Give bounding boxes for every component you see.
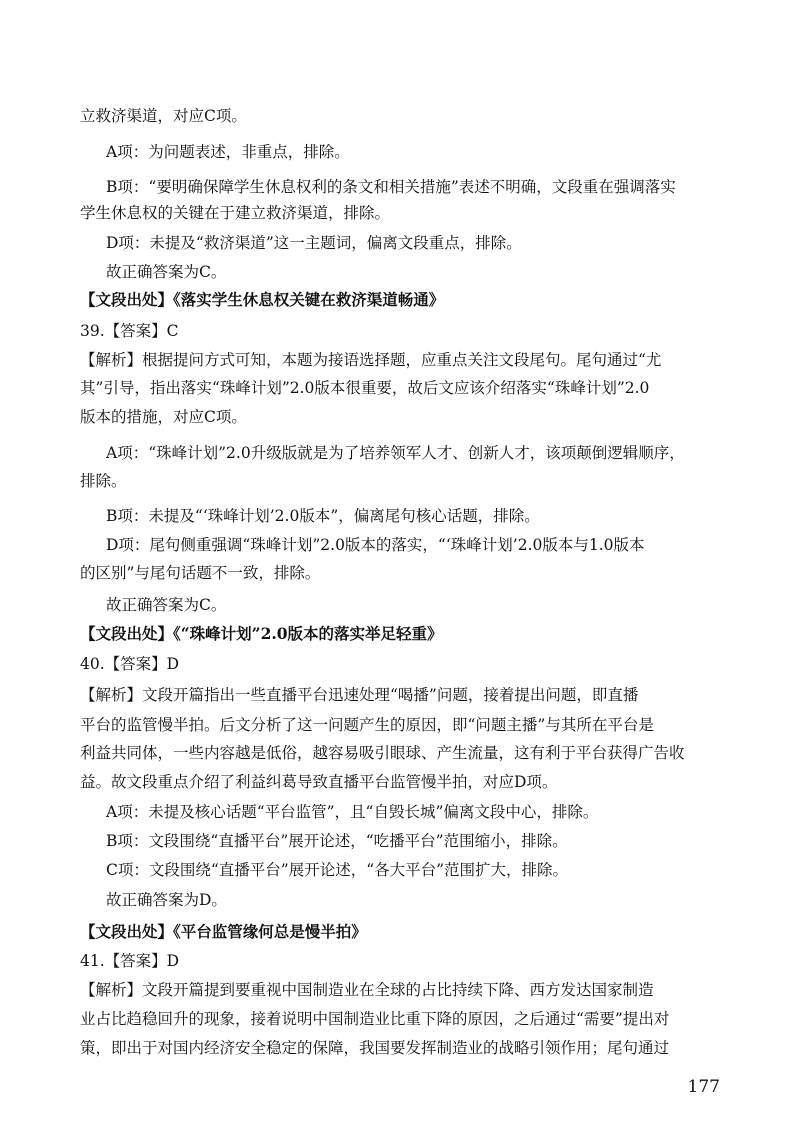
analysis-line: 【解析】根据提问方式可知，本题为接语选择题，应重点关注文段尾句。尾句通过“尤 [80, 351, 662, 369]
text-line: 业占比趋稳回升的现象，接着说明中国制造业比重下降的原因，之后通过“需要”提出对 [80, 1010, 670, 1028]
text-line: B项：未提及“‘珠峰计划’2.0版本”，偏离尾句核心话题，排除。 [106, 507, 540, 525]
text-line: 故正确答案为C。 [106, 596, 227, 614]
page-number: 177 [687, 1077, 720, 1097]
source-citation: 【文段出处】《落实学生休息权关键在救济渠道畅通》 [80, 290, 445, 309]
text-line: 策，即出于对国内经济安全稳定的保障，我国要发挥制造业的战略引领作用；尾句通过 [80, 1039, 670, 1057]
text-line: 排除。 [80, 472, 127, 490]
text-line: 版本的措施，对应C项。 [80, 408, 247, 426]
text-line: D项：未提及“救济渠道”这一主题词，偏离文段重点，排除。 [106, 234, 522, 252]
source-citation: 【文段出处】《“珠峰计划”2.0版本的落实举足轻重》 [80, 624, 443, 643]
text-line: A项：为问题表述，非重点，排除。 [106, 143, 350, 161]
answer-heading: 40.【答案】D [80, 655, 180, 673]
text-line: 学生休息权的关键在于建立救济渠道，排除。 [80, 204, 391, 222]
text-line: 平台的监管慢半拍。后文分析了这一问题产生的原因，即“问题主播”与其所在平台是 [80, 716, 654, 734]
source-citation: 【文段出处】《平台监管缘何总是慢半拍》 [80, 922, 367, 941]
text-line: A项：未提及核心话题“平台监管”，且“自毁长城”偏离文段中心，排除。 [106, 803, 599, 821]
analysis-line: 【解析】文段开篇指出一些直播平台迅速处理“喝播”问题，接着提出问题，即直播 [80, 686, 639, 704]
text-line: 的区别”与尾句话题不一致，排除。 [80, 564, 321, 582]
answer-heading: 41.【答案】D [80, 952, 180, 970]
text-line: 其”引导，指出落实“珠峰计划”2.0版本很重要，故后文应该介绍落实“珠峰计划”2.0 [80, 379, 650, 397]
text-line: 立救济渠道，对应C项。 [80, 107, 247, 125]
text-line: 益。故文段重点介绍了利益纠葛导致直播平台监管慢半拍，对应D项。 [80, 773, 558, 791]
answer-heading: 39.【答案】C [80, 322, 179, 340]
text-line: 利益共同体，一些内容越是低俗，越容易吸引眼球、产生流量，这有利于平台获得广告收 [80, 744, 685, 762]
text-line: C项：文段围绕“直播平台”展开论述，“各大平台”范围扩大，排除。 [106, 861, 569, 879]
text-line: B项：“要明确保障学生休息权利的条文和相关措施”表述不明确，文段重在强调落实 [106, 178, 676, 196]
text-line: 故正确答案为C。 [106, 263, 227, 281]
text-line: 故正确答案为D。 [106, 891, 227, 909]
text-line: B项：文段围绕“直播平台”展开论述，“吃播平台”范围缩小，排除。 [106, 832, 568, 850]
text-line: D项：尾句侧重强调“珠峰计划”2.0版本的落实，“‘珠峰计划’2.0版本与1.0版本 [106, 536, 645, 554]
analysis-line: 【解析】文段开篇提到要重视中国制造业在全球的占比持续下降、西方发达国家制造 [80, 981, 654, 999]
text-line: A项：“珠峰计划”2.0升级版就是为了培养领军人才、创新人才，该项颠倒逻辑顺序， [106, 444, 685, 462]
